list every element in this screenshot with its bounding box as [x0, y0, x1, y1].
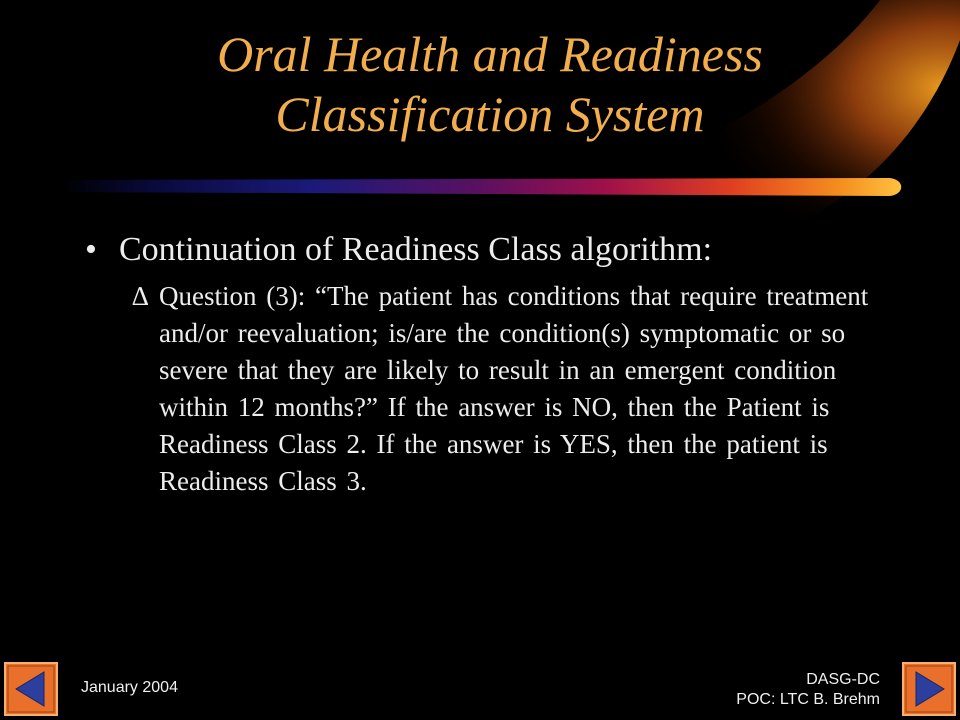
title-line-1: Oral Health and Readiness [217, 26, 763, 82]
footer-poc [736, 670, 880, 710]
sub-bullet-item [85, 278, 905, 500]
next-slide-button[interactable] [902, 662, 956, 716]
footer-date: January 2004 [81, 679, 178, 696]
slide-body [85, 226, 905, 500]
previous-slide-button[interactable] [4, 662, 58, 716]
sub-bullet-text: Question (3): “The patient has conditions that require treatment and/or reevaluation; is/are the condition(s) symptomatic or so severe that they are likely to result in an emergent condition within 12 months?” If the answer is NO, then the Patient is Readiness Class 2. If the answer is YES, then the patient is Readiness Class 3. [159, 281, 869, 496]
bullet-marker: • [85, 231, 97, 268]
title-line-2: Classification System [275, 86, 705, 142]
swoosh-bar [60, 178, 901, 196]
footer-org: DASG-DC [806, 671, 880, 688]
footer-contact: POC: LTC B. Brehm [736, 691, 880, 708]
slide-title [60, 24, 920, 144]
delta-icon: ∆ [132, 281, 149, 311]
bullet-item [85, 226, 905, 274]
bullet-text: Continuation of Readiness Class algorithm: [119, 231, 713, 268]
